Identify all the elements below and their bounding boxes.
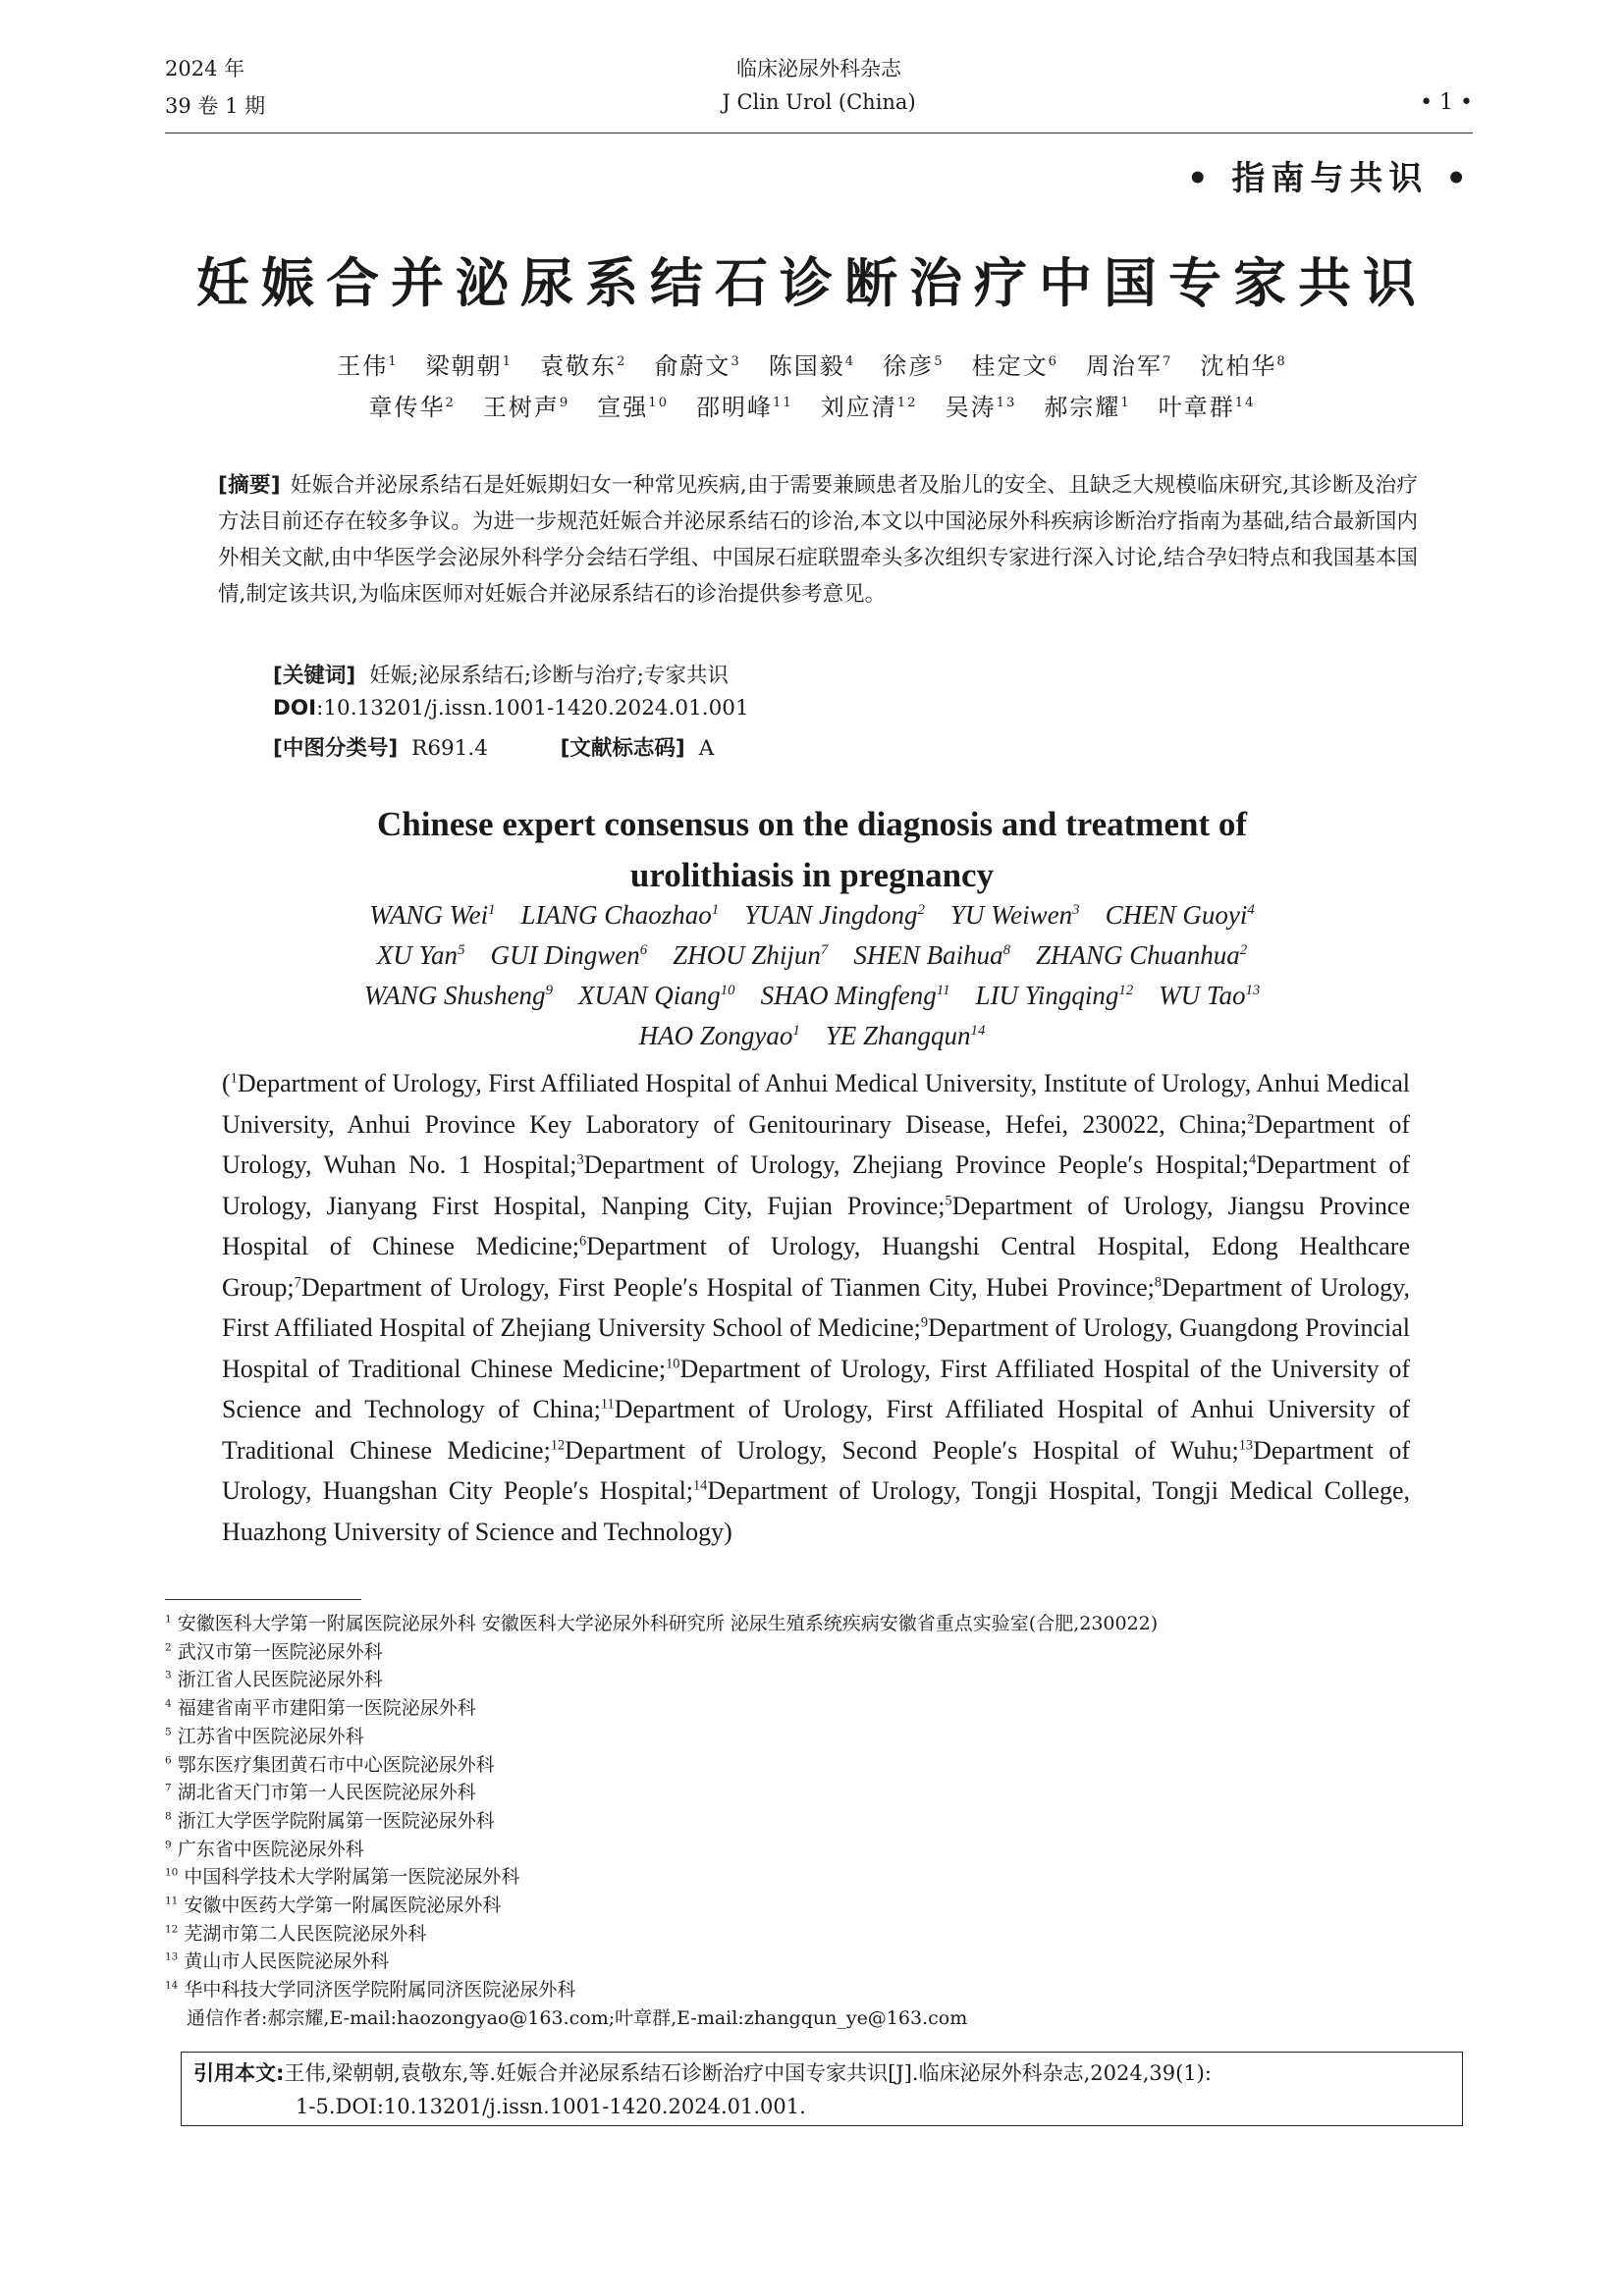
affiliation-marker: 13 — [1238, 1436, 1254, 1453]
author-cn-affil-marker: 6 — [1048, 354, 1058, 369]
affiliation-marker: 3 — [576, 1151, 584, 1168]
footnote-rule — [165, 1599, 361, 1600]
author-cn-name: 俞蔚文 — [654, 352, 731, 380]
author-cn-affil-marker: 14 — [1234, 396, 1256, 410]
footnote-marker: 10 — [165, 1867, 179, 1879]
author-cn-affil-marker: 1 — [1120, 396, 1131, 410]
header-year: 2024 年 — [165, 57, 245, 80]
footnote-row — [165, 1723, 1158, 1751]
author-en-affil-marker: 7 — [820, 942, 829, 958]
affiliation-text: Department of Urology, First Affiliated Hospital of Anhui Medical University, Institute of Urology, Anhui Medical University, Anhui Province Key Laboratory of Genitourinary Disease, Hefei, 230022, China; — [222, 1069, 1410, 1139]
keywords — [273, 659, 729, 689]
affiliation-marker: 4 — [1248, 1151, 1257, 1168]
author-cn — [540, 352, 626, 380]
footnote-text: 广东省中医院泌尿外科 — [171, 1838, 364, 1860]
author-cn-name: 桂定文 — [971, 352, 1049, 380]
footnote-text: 黄山市人民医院泌尿外科 — [178, 1950, 390, 1973]
header-volume-issue: 39 卷 1 期 — [165, 94, 266, 118]
author-en — [1106, 900, 1255, 930]
author-cn — [821, 394, 918, 421]
author-en-name: GUI Dingwen — [490, 940, 640, 970]
header-journal-cn: 临床泌尿外科杂志 — [736, 57, 901, 80]
author-en-name: SHEN Baihua — [853, 940, 1003, 970]
citation-box — [181, 2052, 1463, 2126]
footnote-marker: 14 — [165, 1979, 179, 1992]
author-en-affil-marker: 2 — [917, 902, 925, 918]
footnote-row — [165, 1807, 1158, 1836]
footnote-text: 华中科技大学同济医学院附属同济医院泌尿外科 — [178, 1979, 576, 2002]
affiliation-text: Department of Urology, First Affiliated Hospital of Anhui University of Traditional Chinese Medicine; — [222, 1395, 1410, 1465]
affiliation-text: Department of Urology, Zhejiang Province People′s Hospital; — [583, 1150, 1249, 1179]
author-cn-affil-marker: 12 — [896, 396, 918, 410]
running-header — [165, 49, 1473, 133]
author-en-affil-marker: 1 — [711, 902, 720, 918]
author-en-affil-marker: 8 — [1002, 942, 1011, 958]
author-en — [377, 940, 465, 970]
author-en — [976, 981, 1134, 1010]
classification-line — [273, 731, 714, 762]
author-en-name: YU Weiwen — [949, 900, 1073, 930]
clc-value: R691.4 — [411, 736, 488, 761]
author-cn — [368, 394, 455, 421]
author-cn-affil-marker: 7 — [1162, 354, 1173, 369]
author-en-affil-marker: 4 — [1247, 902, 1255, 918]
affiliation-text: Department of Urology, First Affiliated Hospital of Zhejiang University School of Medicine; — [222, 1272, 1410, 1342]
footnote-text: 安徽医科大学第一附属医院泌尿外科 安徽医科大学泌尿外科研究所 泌尿生殖系统疾病安徽省重点实验室(合肥,230022) — [171, 1613, 1159, 1634]
author-en — [521, 900, 720, 930]
author-cn — [1086, 352, 1172, 380]
affiliations-open-paren: ( — [222, 1069, 231, 1097]
author-en-name: ZHOU Zhijun — [673, 940, 821, 970]
author-en-affil-marker: 1 — [792, 1023, 800, 1039]
affiliation-marker: 10 — [666, 1355, 680, 1371]
author-cn-affil-marker: 1 — [388, 354, 399, 369]
footnotes — [165, 1610, 1158, 2033]
author-cn-affil-marker: 11 — [773, 396, 793, 410]
affiliation-text: Department of Urology, Huangshi Central Hospital, Edong Healthcare Group; — [222, 1232, 1411, 1302]
author-cn-name: 叶章群 — [1158, 394, 1235, 421]
footnote-row — [165, 1638, 1158, 1667]
affiliation-text: Department of Urology, Second People′s Hospital of Wuhu; — [565, 1435, 1239, 1465]
author-cn-affil-marker: 9 — [559, 396, 570, 410]
author-cn-name: 袁敬东 — [540, 352, 618, 380]
author-en-affil-marker: 11 — [936, 983, 950, 998]
author-cn — [1200, 352, 1286, 380]
affiliation-marker: 11 — [600, 1396, 615, 1413]
header-journal-en: J Clin Urol (China) — [722, 90, 916, 114]
affiliation-text: Department of Urology, First Affiliated Hospital of the University of Science and Technology of China; — [222, 1354, 1410, 1423]
citation-line-1: 王伟,梁朝朝,袁敬东,等.妊娠合并泌尿系结石诊断治疗中国专家共识[J].临床泌尿外科杂志,2024,39(1): — [284, 2061, 1212, 2085]
author-cn-name: 周治军 — [1085, 352, 1163, 380]
affiliation-marker: 2 — [1247, 1110, 1255, 1127]
author-list-chinese — [236, 346, 1388, 428]
author-cn-affil-marker: 2 — [617, 354, 627, 369]
author-cn — [769, 352, 855, 380]
author-en — [369, 900, 495, 930]
author-cn — [696, 394, 793, 421]
author-cn-name: 徐彦 — [883, 352, 935, 380]
author-en — [673, 940, 828, 970]
author-cn — [426, 352, 513, 380]
footnote-marker: 7 — [165, 1782, 172, 1794]
footnote-text: 武汉市第一医院泌尿外科 — [171, 1640, 383, 1663]
affiliation-marker: 6 — [578, 1233, 587, 1250]
author-cn-name: 邵明峰 — [696, 394, 774, 421]
footnote-text: 江苏省中医院泌尿外科 — [171, 1725, 364, 1747]
author-list-english — [236, 895, 1388, 1056]
footnote-marker: 9 — [165, 1839, 172, 1851]
author-en-name: WU Tao — [1159, 981, 1246, 1010]
footnote-marker: 8 — [165, 1810, 172, 1823]
author-cn-affil-marker: 3 — [731, 354, 741, 369]
author-cn-name: 沈柏华 — [1200, 352, 1277, 380]
affiliation-marker: 9 — [920, 1314, 929, 1331]
author-en — [826, 1021, 986, 1050]
author-en — [950, 900, 1080, 930]
affiliation-text: Department of Urology, Wuhan No. 1 Hospital; — [222, 1109, 1411, 1179]
keywords-label: [关键词] — [273, 664, 356, 688]
affiliation-marker: 5 — [945, 1192, 952, 1208]
doi-value: :10.13201/j.issn.1001-1420.2024.01.001 — [316, 696, 749, 721]
author-cn-name: 陈国毅 — [768, 352, 845, 380]
author-en-affil-marker: 3 — [1072, 902, 1080, 918]
author-cn-affil-marker: 5 — [934, 354, 945, 369]
author-en-name: YE Zhangqun — [825, 1021, 971, 1050]
author-en-affil-marker: 14 — [970, 1023, 986, 1039]
author-en — [761, 981, 950, 1010]
author-cn-affil-marker: 8 — [1276, 354, 1287, 369]
title-english — [0, 799, 1624, 901]
corresponding-author: 通信作者:郝宗耀,E-mail:haozongyao@163.com;叶章群,E-mail:zhangqun_ye@163.com — [187, 2006, 968, 2029]
affiliation-text: Department of Urology, Guangdong Provincial Hospital of Traditional Chinese Medicine; — [222, 1313, 1410, 1383]
footnote-marker: 2 — [165, 1641, 172, 1654]
author-en-name: LIANG Chaozhao — [520, 900, 712, 930]
column-label: • 指南与共识 • — [1186, 159, 1473, 198]
author-en-affil-marker: 12 — [1118, 983, 1134, 998]
author-cn-name: 王伟 — [337, 352, 389, 380]
affiliation-marker: 14 — [693, 1477, 708, 1494]
author-en-affil-marker: 6 — [639, 942, 648, 958]
author-cn-name: 章传华 — [368, 394, 446, 421]
author-cn — [483, 394, 569, 421]
footnote-row — [165, 1976, 1158, 2004]
author-en-name: YUAN Jingdong — [744, 900, 918, 930]
footnote-row — [165, 1836, 1158, 1864]
author-en-name: CHEN Guoyi — [1105, 900, 1248, 930]
author-cn — [1044, 394, 1130, 421]
footnote-marker: 3 — [165, 1670, 172, 1682]
doi-label: DOI — [273, 696, 317, 721]
footnote-text: 鄂东医疗集团黄石市中心医院泌尿外科 — [171, 1753, 495, 1776]
affiliation-marker: 1 — [230, 1070, 238, 1087]
footnote-text: 中国科学技术大学附属第一医院泌尿外科 — [178, 1866, 520, 1889]
footnote-text: 浙江大学医学院附属第一医院泌尿外科 — [171, 1809, 495, 1832]
title-english-line-1: Chinese expert consensus on the diagnosis and treatment of — [376, 805, 1248, 843]
author-en-affil-marker: 9 — [545, 983, 553, 998]
author-cn-name: 梁朝朝 — [425, 352, 503, 380]
author-en — [639, 1021, 800, 1050]
affiliation-text: Department of Urology, Huangshan City People′s Hospital; — [222, 1435, 1410, 1505]
author-en-affil-marker: 2 — [1239, 942, 1248, 958]
footnote-marker: 11 — [165, 1895, 179, 1907]
author-en — [1159, 981, 1260, 1010]
author-en-affil-marker: 13 — [1245, 983, 1261, 998]
author-cn-affil-marker: 10 — [648, 396, 670, 410]
clc-label: [中图分类号] — [273, 736, 399, 761]
affiliation-text: Department of Urology, Tongji Hospital, Tongji Medical College, Huazhong University of Science and Technology — [222, 1476, 1410, 1546]
footnote-row — [165, 1694, 1158, 1723]
title-chinese: 妊娠合并泌尿系结石诊断治疗中国专家共识 — [196, 251, 1428, 314]
author-cn-name: 吴涛 — [945, 394, 997, 421]
author-en-affil-marker: 1 — [488, 902, 496, 918]
author-cn-name: 宣强 — [597, 394, 649, 421]
author-en — [490, 940, 647, 970]
footnote-marker: 12 — [165, 1923, 179, 1936]
author-cn — [972, 352, 1058, 380]
footnote-row — [165, 1610, 1158, 1638]
footnote-row — [165, 1779, 1158, 1807]
header-page-number: • 1 • — [1420, 90, 1473, 115]
footnote-marker: 4 — [165, 1697, 172, 1710]
author-cn-name: 刘应清 — [820, 394, 897, 421]
author-en-name: XUAN Qiang — [577, 981, 721, 1010]
affiliation-marker: 12 — [550, 1436, 566, 1453]
affiliations-close-paren: ) — [724, 1517, 732, 1546]
author-cn-name: 王树声 — [482, 394, 560, 421]
author-cn — [946, 394, 1017, 421]
affiliation-text: Department of Urology, Jianyang First Hospital, Nanping City, Fujian Province; — [222, 1150, 1410, 1220]
author-cn — [597, 394, 669, 421]
author-en — [578, 981, 735, 1010]
affiliations-english — [222, 1063, 1410, 1552]
footnote-row — [165, 1920, 1158, 1949]
affiliation-marker: 7 — [294, 1273, 301, 1290]
citation-label: 引用本文: — [193, 2061, 285, 2085]
author-cn-affil-marker: 13 — [996, 396, 1017, 410]
footnote-text: 浙江省人民医院泌尿外科 — [171, 1669, 383, 1691]
keywords-text: 妊娠;泌尿系结石;诊断与治疗;专家共识 — [369, 664, 729, 688]
affiliation-text: Department of Urology, First People′s Hospital of Tianmen City, Hubei Province; — [300, 1272, 1155, 1302]
abstract-label: [摘要] — [218, 473, 281, 498]
author-en-affil-marker: 10 — [720, 983, 735, 998]
author-cn-affil-marker: 4 — [844, 354, 856, 369]
footnote-row — [165, 1948, 1158, 1976]
affiliation-text: Department of Urology, Jiangsu Province Hospital of Chinese Medicine; — [222, 1191, 1410, 1260]
doc-code-label: [文献标志码] — [560, 736, 685, 761]
doc-code-value: A — [698, 736, 715, 761]
author-en — [853, 940, 1010, 970]
author-cn-affil-marker: 1 — [502, 354, 514, 369]
author-en-name: WANG Wei — [369, 900, 489, 930]
affiliation-marker: 8 — [1154, 1273, 1163, 1290]
author-cn — [1159, 394, 1256, 421]
footnote-marker: 13 — [165, 1951, 179, 1964]
title-english-line-2: urolithiasis in pregnancy — [629, 856, 995, 894]
footnote-marker: 6 — [165, 1754, 172, 1767]
footnote-text: 福建省南平市建阳第一医院泌尿外科 — [171, 1697, 476, 1720]
author-cn-affil-marker: 2 — [445, 396, 456, 410]
author-en-name: HAO Zongyao — [638, 1021, 793, 1050]
footnote-row — [165, 1863, 1158, 1892]
footnote-text: 湖北省天门市第一人民医院泌尿外科 — [171, 1782, 476, 1804]
footnote-text: 芜湖市第二人民医院泌尿外科 — [178, 1922, 427, 1945]
author-en-name: LIU Yingqing — [975, 981, 1119, 1010]
author-en-affil-marker: 5 — [458, 942, 465, 958]
footnote-row — [165, 1666, 1158, 1694]
citation-line-2: 1-5.DOI:10.13201/j.issn.1001-1420.2024.01.001. — [296, 2095, 806, 2118]
author-en-name: ZHANG Chuanhua — [1036, 940, 1240, 970]
author-en — [364, 981, 553, 1010]
doi-line — [273, 696, 749, 721]
footnote-marker: 1 — [165, 1613, 172, 1626]
footnote-text: 安徽中医药大学第一附属医院泌尿外科 — [178, 1895, 502, 1917]
author-cn — [883, 352, 944, 380]
author-en-name: SHAO Mingfeng — [760, 981, 937, 1010]
author-en — [1036, 940, 1247, 970]
author-en-name: XU Yan — [376, 940, 459, 970]
footnote-row — [165, 1892, 1158, 1920]
abstract — [218, 467, 1418, 613]
author-en — [744, 900, 925, 930]
abstract-text: 妊娠合并泌尿系结石是妊娠期妇女一种常见疾病,由于需要兼顾患者及胎儿的安全、且缺乏大规模临床研究,其诊断及治疗方法目前还存在较多争议。为进一步规范妊娠合并泌尿系结石的诊治,本文以中国泌尿外科疾病诊断治疗指南为基础,结合最新国内外相关文献,由中华医学会泌尿外科学分会结石学组、中国尿石症联盟牵头多次组织专家进行深入讨论,结合孕妇特点和我国基本国情,制定该共识,为临床医师对妊娠合并泌尿系结石的诊治提供参考意见。 — [218, 473, 1418, 607]
footnote-marker: 5 — [165, 1726, 172, 1738]
author-cn-name: 郝宗耀 — [1044, 394, 1121, 421]
author-cn — [337, 352, 398, 380]
author-en-name: WANG Shusheng — [363, 981, 546, 1010]
author-cn — [654, 352, 740, 380]
footnote-row — [165, 1751, 1158, 1780]
